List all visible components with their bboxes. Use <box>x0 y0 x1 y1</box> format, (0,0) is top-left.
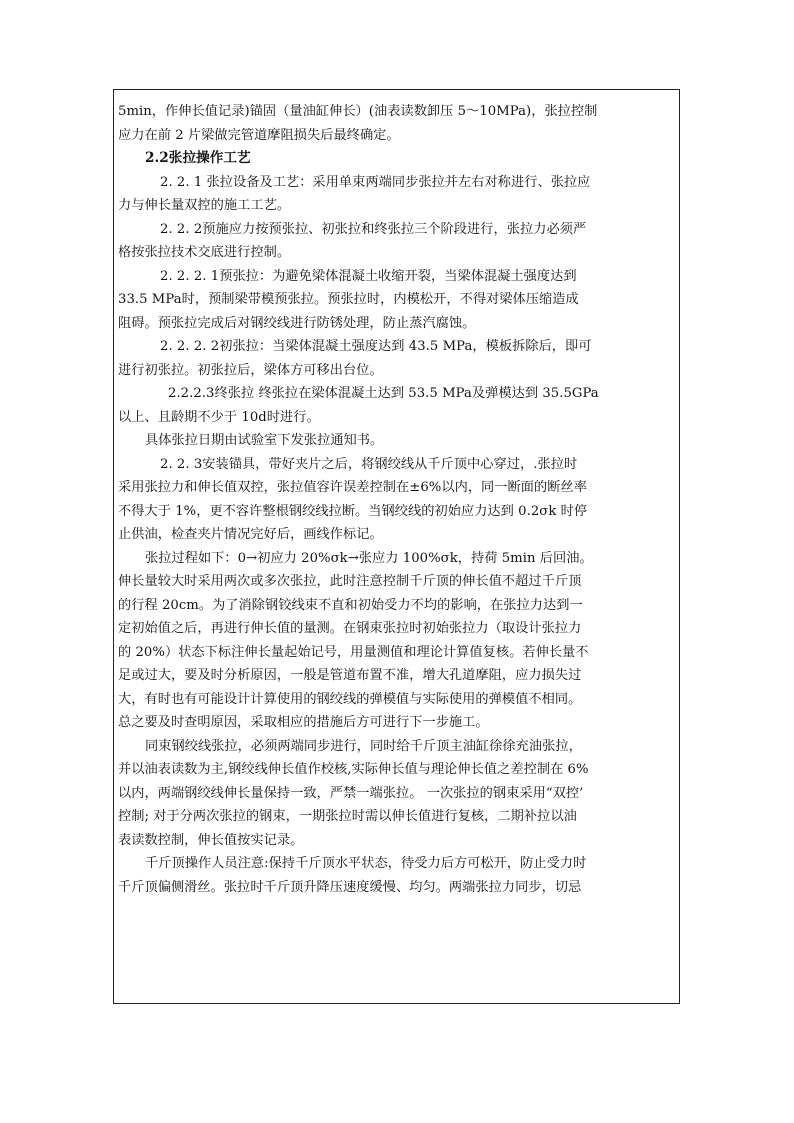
text-line: 并以油表读数为主,钢绞线伸长值作校核,实际伸长值与理论伸长值之差控制在 6% <box>118 762 589 777</box>
text-line: 的 20%）状态下标注伸长量起始记号，用量测值和理论计算值复核。若伸长量不 <box>118 644 589 660</box>
text-line: 以上、且龄期不少于 10d时进行。 <box>118 409 320 425</box>
document-body <box>118 100 676 899</box>
text-line: 2. 2. 2. 1预张拉：为避免梁体混凝土收缩开裂，当梁体混凝土强度达到 <box>160 268 577 284</box>
text-line: 2.2.2.3终张拉 终张拉在梁体混凝土达到 53.5 MPa及弹模达到 35.5GPa <box>168 386 599 401</box>
text-line: 具体张拉日期由试验室下发张拉通知书。 <box>145 433 384 448</box>
text-line: 表读数控制，伸长值按实记录。 <box>118 832 304 848</box>
text-line: 足或过大，要及时分析原因，一般是管道布置不准，增大孔道摩阻，应力损失过 <box>118 668 582 683</box>
text-line: 不得大于 1%，更不容许整根钢绞线拉断。当钢绞线的初始应力达到 0.2σk 时停 <box>118 503 588 519</box>
text-line: 采用张拉力和伸长值双控，张拉值容许误差控制在±6%以内，同一断面的断丝率 <box>118 480 587 495</box>
text-line: 进行初张拉。初张拉后，梁体方可移出台位。 <box>118 362 383 378</box>
text-line: 定初始值之后，再进行伸长值的量测。在钢束张拉时初始张拉力（取设计张拉力 <box>118 621 582 636</box>
text-line: 以内，两端钢绞线伸长量保持一致，严禁一端张拉。 一次张拉的钢束采用“双控’ <box>118 785 584 801</box>
text-line: 力与伸长量双控的施工工艺。 <box>118 198 291 213</box>
text-line: 2. 2. 2. 2初张拉：当梁体混凝土强度达到 43.5 MPa，模板拆除后，即可 <box>160 339 592 354</box>
text-line: 千斤顶偏侧滑丝。张拉时千斤顶升降压速度缓慢、均匀。两端张拉力同步，切忌 <box>118 879 582 895</box>
text-line: 阻碍。预张拉完成后对钢绞线进行防锈处理，防止蒸汽腐蚀。 <box>118 315 476 331</box>
text-line: 伸长量较大时采用两次或多次张拉，此时注意控制千斤顶的伸长值不超过千斤顶 <box>118 574 582 589</box>
text-line: 2. 2. 3安装锚具，带好夹片之后，将钢绞线从千斤顶中心穿过，.张拉时 <box>160 456 578 472</box>
text-line: 同束钢绞线张拉，必须两端同步进行，同时给千斤顶主油缸徐徐充油张拉， <box>145 738 582 754</box>
text-line: 大，有时也有可能设计计算使用的钢绞线的弹模值与实际使用的弹模值不相同。 <box>118 691 582 707</box>
text-line: 总之要及时查明原因，采取相应的措施后方可进行下一步施工。 <box>118 715 489 730</box>
text-line: 止供油，检查夹片情况完好后，画线作标记。 <box>118 527 383 542</box>
section-heading: 2.2张拉操作工艺 <box>145 150 251 166</box>
text-line: 33.5 MPa时，预制梁带模预张拉。预张拉时，内模松开，不得对梁体压缩造成 <box>118 292 579 307</box>
text-line: 2. 2. 1 张拉设备及工艺：采用单束两端同步张拉并左右对称进行、张拉应 <box>160 174 591 190</box>
text-line: 应力在前 2 片梁做完管道摩阻损失后最终确定。 <box>118 127 400 143</box>
text-line: 张拉过程如下：0→初应力 20%σk→张应力 100%σk，持荷 5min 后回油。 <box>145 550 593 566</box>
text-line: 控制; 对于分两次张拉的钢束，一期张拉时需以伸长值进行复核，二期补拉以油 <box>118 809 577 824</box>
text-line: 2. 2. 2预施应力按预张拉、初张拉和终张拉三个阶段进行，张拉力必须严 <box>160 221 587 237</box>
text-line: 格按张拉技术交底进行控制。 <box>118 245 291 260</box>
text-line: 5min，作伸长值记录)锚固（量油缸伸长）(油表读数卸压 5～10MPa)，张拉控制 <box>118 104 598 119</box>
text-line: 千斤顶操作人员注意:保持千斤顶水平状态，待受力后方可松开，防止受力时 <box>145 856 587 871</box>
text-line: 的行程 20cm。为了消除钢铰线束不直和初始受力不均的影响，在张拉力达到一 <box>118 597 583 613</box>
